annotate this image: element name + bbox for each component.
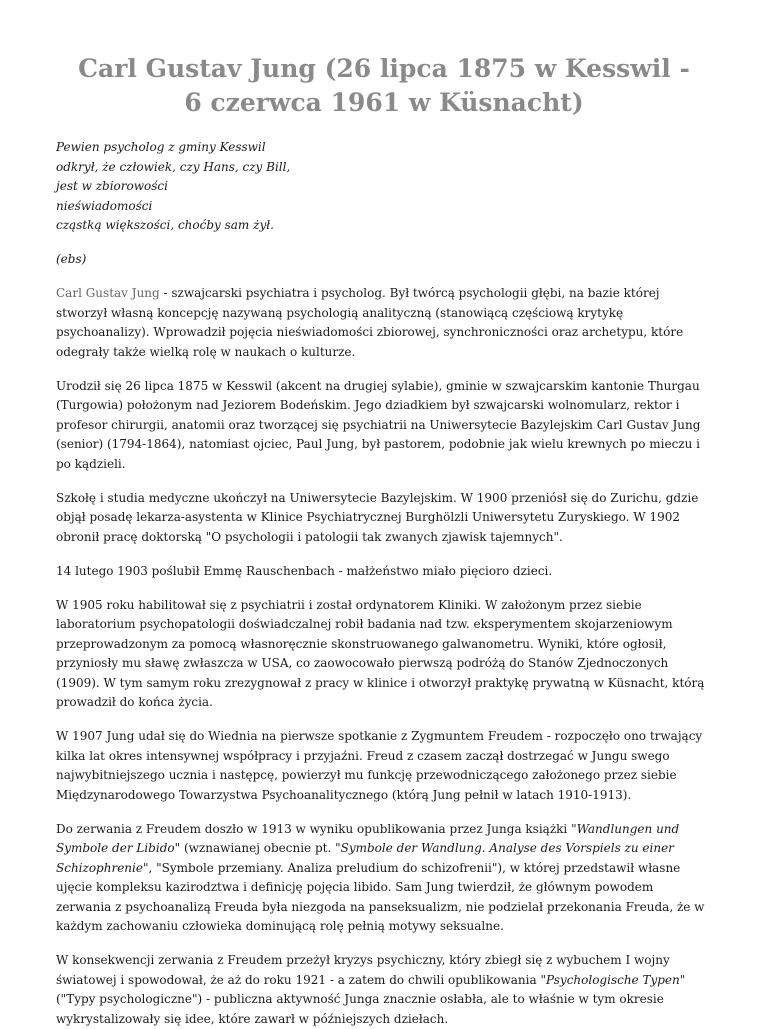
poem-signature: (ebs) (56, 251, 87, 266)
poem-line: Pewien psycholog z gminy Kesswil (56, 140, 266, 154)
paragraph-text: " (wznawianej obecnie pt. " (174, 841, 341, 855)
poem-line: cząstką większości, choćby sam żył. (56, 218, 274, 232)
paragraph-habilitation: W 1905 roku habilitował się z psychiatrii i został ordynatorem Kliniki. W założonym przez siebie laboratorium psychopatologii doświadczalnej robił badania nad tzw. eksperymentem skojarzeniowym przeprowadzonym za pomocą własnoręcznie skonstruowanego galwanometru. Wyniki, które ogłosił, przyniosły mu sławę zwłaszcza w USA, co zaowocowało pierwszą podróżą do Stanów Zjednoczonych (1909). W tym samym roku zrezygnował z pracy w klinice i otworzył praktykę prywatną w Küsnacht, którą prowadził do końca życia. (56, 597, 705, 709)
paragraph-intro (56, 284, 712, 362)
poem-line: jest w zbiorowości (56, 179, 168, 193)
book-title: Wandlungen und Symbole der Libido (56, 821, 680, 855)
jung-link[interactable]: Carl Gustav Jung (56, 286, 160, 300)
paragraph-education: Szkołę i studia medyczne ukończył na Uniwersytecie Bazylejskim. W 1900 przeniósł się do Zurichu, gdzie objął posadę lekarza-asystenta w Klinice Psychiatrycznej Burghölzli Uniwersytetu Zuryskiego. W 1902 obronił pracę doktorską "O psychologii i patologii tak zwanych zjawisk tajemnych". (56, 490, 699, 544)
book-title: Symbole der Wandlung. Analyse des Vorspiels zu einer Schizophrenie (56, 841, 674, 875)
poem-line: nieświadomości (56, 198, 153, 213)
paragraph-crisis (56, 951, 712, 1029)
paragraph-text: W konsekwencji zerwania z Freudem przeżył kryzys psychiczny, który zbiegł się z wybuchem I wojny światowej i spowodował, że aż do roku 1921 - a zatem do chwili opublikowania " (56, 953, 670, 987)
paragraph-text: - szwajcarski psychiatra i psycholog. Był twórcą psychologii głębi, na bazie której stworzył własną koncepcję nazywaną psychologią analityczną (stanowiącą częściową krytykę psychoanalizy). Wprowadził pojęcia nieświadomości zbiorowej, synchroniczności oraz archetypu, które odegrały także wielką rolę w naukach o kulturze. (56, 286, 684, 359)
paragraph-text: " ("Typy psychologiczne") - publiczna aktywność Junga znacznie osłabła, ale to właśnie w tym okresie wykrystalizowały się idee, które zawarł w późniejszych dziełach. (56, 972, 686, 1026)
poem-line: odkrył, że człowiek, czy Hans, czy Bill, (56, 159, 291, 174)
paragraph-text: ", "Symbole przemiany. Analiza preludium do schizofrenii"), w której przedstawił własne ujęcie kompleksu kazirodztwa i definicję pojęcia libido. Sam Jung twierdził, że głównym powodem zerwania z psychoanalizą Freuda była niezgoda na panseksualizm, nie podzielał przekonania Freuda, że w każdym zachowaniu człowieka dominującą rolę pełnią motywy seksualne. (56, 860, 705, 933)
epigraph-poem (56, 138, 712, 236)
paragraph-break-with-freud (56, 820, 712, 937)
paragraph-marriage: 14 lutego 1903 poślubił Emmę Rauschenbach - małżeństwo miało pięcioro dzieci. (56, 563, 553, 578)
paragraph-birth: Urodził się 26 lipca 1875 w Kesswil (akcent na drugiej sylabie), gminie w szwajcarskim kantonie Thurgau (Turgowia) położonym nad Jeziorem Bodeńskim. Jego dziadkiem był szwajcarski wolnomularz, rektor i profesor chirurgii, anatomii oraz tworzącej się psychiatrii na Uniwersytecie Bazylejskim Carl Gustav Jung (senior) (1794-1864), natomiast ojciec, Paul Jung, był pastorem, podobnie jak wielu krewnych po mieczu i po kądzieli. (56, 378, 701, 471)
book-title: Psychologische Typen (546, 972, 680, 987)
paragraph-freud-meeting: W 1907 Jung udał się do Wiednia na pierwsze spotkanie z Zygmuntem Freudem - rozpoczęło ono trwający kilka lat okres intensywnej współpracy i przyjaźni. Freud z czasem zaczął dostrzegać w Jungu swego najwybitniejszego ucznia i następcę, powierzył mu funkcję przewodniczącego założonego przez siebie Międzynarodowego Towarzystwa Psychoanalitycznego (którą Jung pełnił w latach 1910-1913). (56, 729, 703, 802)
page-title: Carl Gustav Jung (26 lipca 1875 w Kesswil - 6 czerwca 1961 w Küsnacht) (78, 54, 690, 117)
paragraph-text: Do zerwania z Freudem doszło w 1913 w wyniku opublikowania przez Junga książki " (56, 821, 577, 836)
